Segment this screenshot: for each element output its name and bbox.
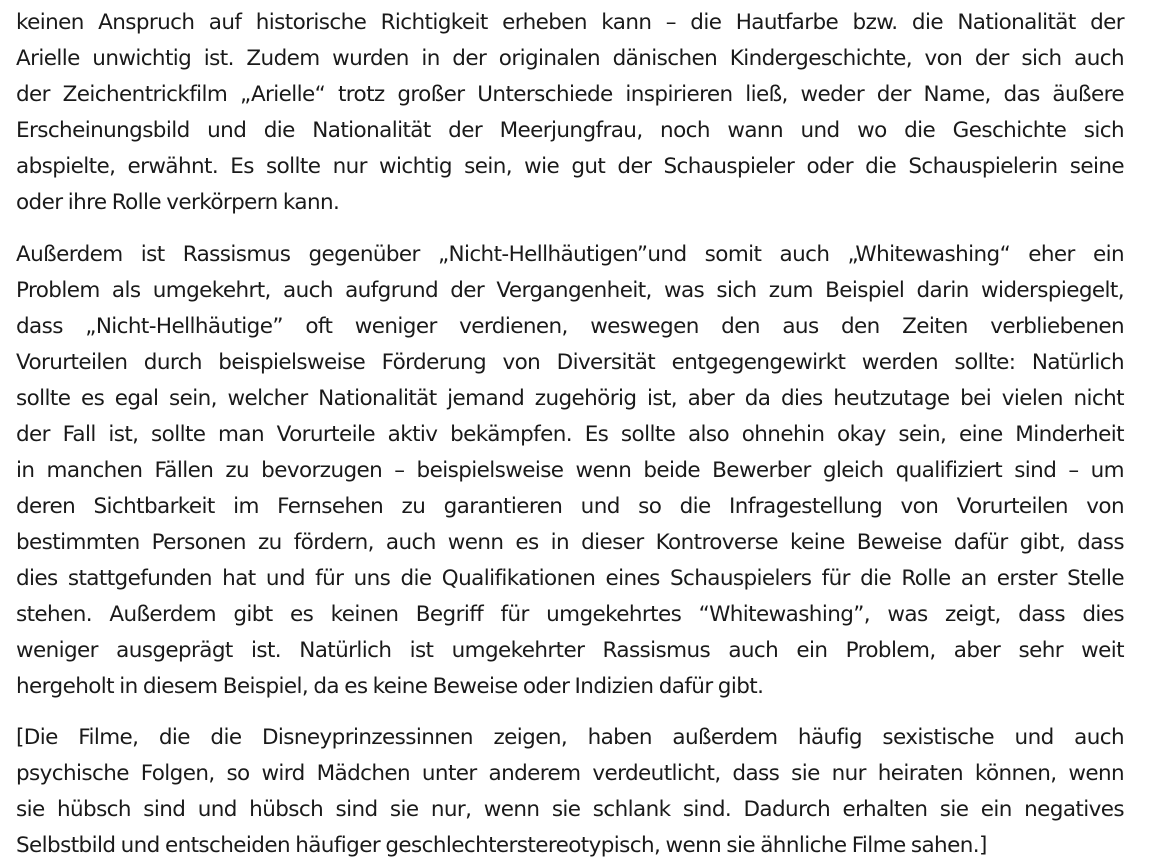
text-line: bestimmten Personen zu fördern, auch wenn es in dieser Kontroverse keine Beweise dafür gibt, dass	[16, 530, 1124, 555]
text-line: sollte es egal sein, welcher Nationalität jemand zugehörig ist, aber da dies heutzutage bei vielen nicht	[16, 386, 1124, 411]
text-line: Arielle unwichtig ist. Zudem wurden in der originalen dänischen Kindergeschichte, von der sich auch	[16, 46, 1124, 71]
text-line: [Die Filme, die die Disneyprinzessinnen zeigen, haben außerdem häufig sexistische und auch	[16, 725, 1124, 750]
paragraph-3	[16, 720, 1124, 864]
text-line: deren Sichtbarkeit im Fernsehen zu garantieren und so die Infragestellung von Vorurteilen von	[16, 494, 1124, 519]
text-line: psychische Folgen, so wird Mädchen unter anderem verdeutlicht, dass sie nur heiraten können, wenn	[16, 761, 1124, 786]
text-line: weniger ausgeprägt ist. Natürlich ist umgekehrter Rassismus auch ein Problem, aber sehr weit	[16, 638, 1124, 663]
text-line: abspielte, erwähnt. Es sollte nur wichtig sein, wie gut der Schauspieler oder die Schauspielerin seine	[16, 154, 1124, 179]
text-line: Problem als umgekehrt, auch aufgrund der Vergangenheit, was sich zum Beispiel darin widerspiegelt,	[16, 278, 1124, 303]
paragraph-2	[16, 237, 1124, 705]
text-line: Erscheinungsbild und die Nationalität der Meerjungfrau, noch wann und wo die Geschichte sich	[16, 118, 1124, 143]
text-line: dass „Nicht-Hellhäutige” oft weniger verdienen, weswegen den aus den Zeiten verbliebenen	[16, 314, 1124, 339]
text-line: sie hübsch sind und hübsch sind sie nur, wenn sie schlank sind. Dadurch erhalten sie ein negatives	[16, 797, 1124, 822]
text-line: der Zeichentrickfilm „Arielle“ trotz großer Unterschiede inspirieren ließ, weder der Name, das äußere	[16, 82, 1124, 107]
text-line: in manchen Fällen zu bevorzugen – beispielsweise wenn beide Bewerber gleich qualifiziert sind – um	[16, 458, 1124, 483]
text-line: Selbstbild und entscheiden häufiger geschlechterstereotypisch, wenn sie ähnliche Filme sahen.]	[16, 833, 987, 858]
text-line: oder ihre Rolle verkörpern kann.	[16, 190, 340, 215]
text-line: der Fall ist, sollte man Vorurteile aktiv bekämpfen. Es sollte also ohnehin okay sein, eine Minderheit	[16, 422, 1124, 447]
text-line: stehen. Außerdem gibt es keinen Begriff für umgekehrtes “Whitewashing”, was zeigt, dass dies	[16, 602, 1124, 627]
text-line: dies stattgefunden hat und für uns die Qualifikationen eines Schauspielers für die Rolle an erster Stelle	[16, 566, 1124, 591]
paragraph-1	[16, 5, 1124, 221]
text-line: hergeholt in diesem Beispiel, da es keine Beweise oder Indizien dafür gibt.	[16, 674, 764, 699]
text-line: keinen Anspruch auf historische Richtigkeit erheben kann – die Hautfarbe bzw. die Nationalität der	[16, 10, 1124, 35]
text-line: Vorurteilen durch beispielsweise Förderung von Diversität entgegengewirkt werden sollte: Natürlich	[16, 350, 1124, 375]
text-line: Außerdem ist Rassismus gegenüber „Nicht-Hellhäutigen”und somit auch „Whitewashing“ eher ein	[16, 242, 1124, 267]
